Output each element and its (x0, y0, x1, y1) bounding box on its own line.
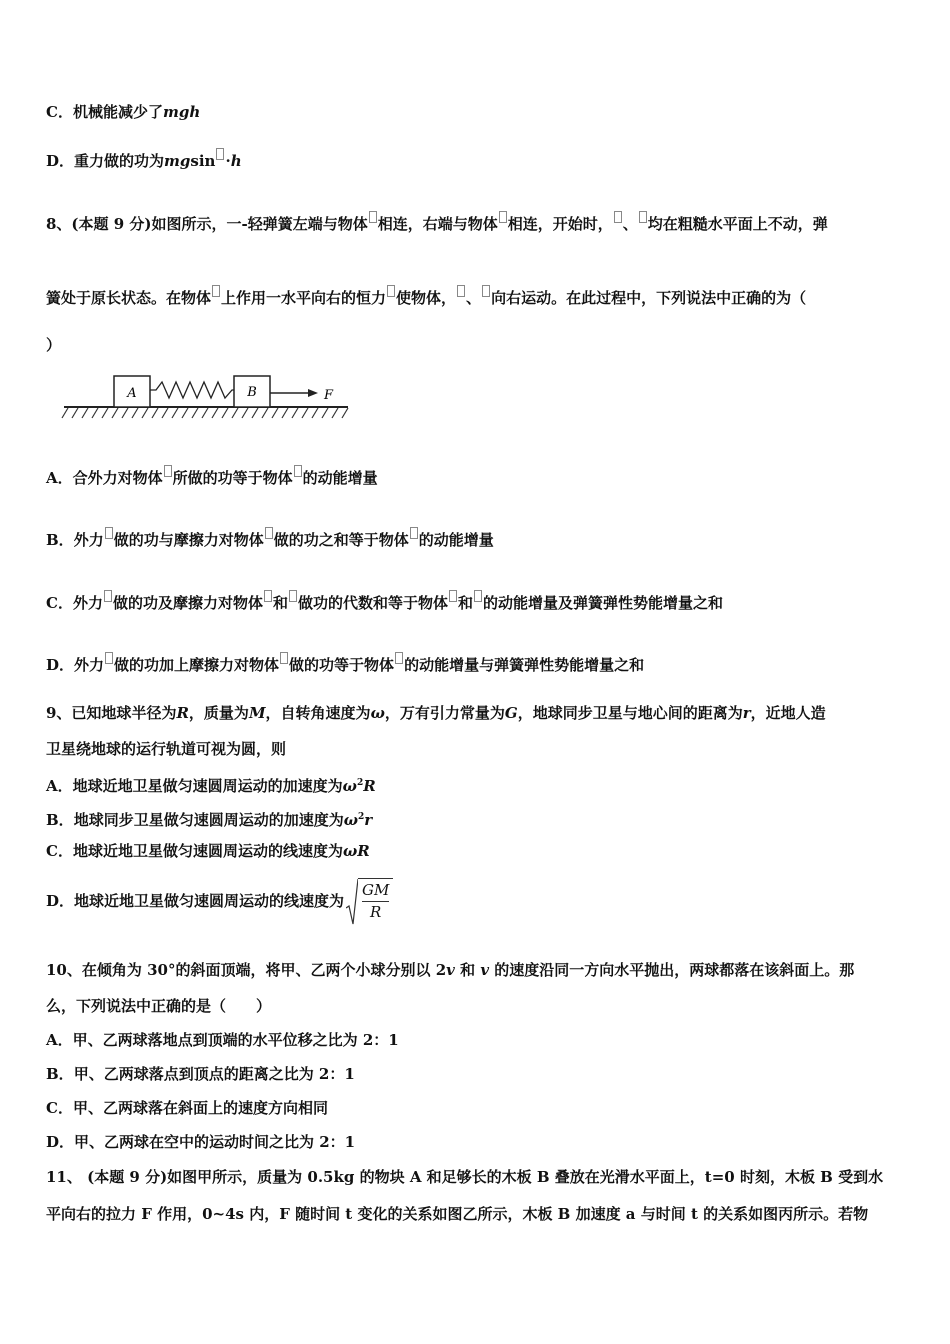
option-text: 地球近地卫星做匀速圆周运动的加速度为 (72, 777, 343, 795)
missing-glyph-icon (294, 465, 302, 477)
question-text: ，近地人造 (750, 704, 826, 722)
option-label: B． (46, 811, 74, 829)
q9-stem-line1 (46, 702, 826, 724)
missing-glyph-icon (449, 590, 457, 602)
missing-glyph-icon (369, 211, 377, 223)
question-text: 卫星绕地球的运行轨道可视为圆，则 (46, 740, 287, 758)
missing-glyph-icon (482, 285, 490, 297)
question-text: 、 (622, 215, 638, 233)
option-label: D． (46, 1133, 75, 1151)
option-text: 的动能增量 (302, 469, 378, 487)
q8-option-c (46, 590, 723, 614)
q7-option-d (46, 148, 242, 172)
fraction (358, 878, 393, 926)
q10-stem-line2 (46, 995, 271, 1017)
spring-blocks-figure (56, 368, 356, 430)
option-text: 外力 (73, 531, 104, 549)
question-text: 平向右的拉力 F 作用，0~4s 内，F 随时间 t 变化的关系如图乙所示，木板 B 加速度 a 与时间 t 的关系如图丙所示。若物 (46, 1205, 869, 1223)
option-label: A． (46, 1031, 73, 1049)
q8-stem-line3 (46, 334, 61, 356)
missing-glyph-icon (614, 211, 622, 223)
question-text: ） (46, 336, 62, 354)
q10-stem-line1 (46, 959, 854, 981)
formula: mg (164, 152, 191, 170)
option-text: 做的功及摩擦力对物体 (112, 594, 263, 612)
question-text: 的速度沿同一方向水平抛出，两球都落在该斜面上。那 (489, 961, 855, 979)
option-label: D． (46, 656, 75, 674)
option-text: 机械能减少了 (72, 103, 163, 121)
question-text: 8、(本题 9 分)如图所示，一-轻弹簧左端与物体 (46, 215, 368, 233)
sqrt-formula (346, 878, 393, 926)
formula: r (742, 704, 751, 722)
formula: h (230, 152, 242, 170)
spring (150, 382, 234, 398)
question-text: 9、已知地球半径为 (46, 704, 177, 722)
question-text: 使物体， (396, 289, 457, 307)
formula: ω (370, 704, 385, 722)
q10-option-d (46, 1131, 355, 1153)
option-text: 合外力对物体 (72, 469, 163, 487)
formula: 2 (356, 778, 364, 788)
question-text: 么，下列说法中正确的是（ ） (46, 997, 272, 1015)
q9-option-c (46, 840, 370, 862)
formula: v (480, 961, 490, 979)
formula: G (504, 704, 518, 722)
option-label: C． (46, 594, 73, 612)
q8-stem-line2 (46, 285, 806, 309)
question-text: 相连，开始时， (507, 215, 613, 233)
question-text: 均在粗糙水平面上不动，弹 (647, 215, 828, 233)
question-text: 10、在倾角为 30°的斜面顶端，将甲、乙两个小球分别以 2 (46, 961, 447, 979)
option-text: 地球近地卫星做匀速圆周运动的线速度为 (74, 892, 345, 910)
option-label: B． (46, 1065, 74, 1083)
fraction-numerator: GM (362, 879, 389, 902)
q11-stem-line2 (46, 1203, 868, 1225)
q10-option-a (46, 1029, 399, 1051)
formula: M (248, 704, 266, 722)
missing-glyph-icon (457, 285, 465, 297)
q8-option-a (46, 465, 378, 489)
radical-sign-icon (346, 878, 358, 926)
q10-option-b (46, 1063, 355, 1085)
question-text: 簧处于原长状态。在物体 (46, 289, 212, 307)
question-text: 11、 (本题 9 分)如图甲所示，质量为 0.5kg 的物块 A 和足够长的木板 B 叠放在光滑水平面上，t=0 时刻，木板 B 受到水 (46, 1168, 884, 1186)
question-text: 和 (454, 961, 481, 979)
q9-option-d (46, 876, 393, 926)
formula: sin (190, 152, 216, 170)
missing-glyph-icon (164, 465, 172, 477)
missing-glyph-icon (212, 285, 220, 297)
q9-option-a (46, 772, 376, 797)
missing-glyph-icon (499, 211, 507, 223)
formula: ωR (342, 842, 370, 860)
option-label: D． (46, 152, 75, 170)
missing-glyph-icon (639, 211, 647, 223)
q10-option-c (46, 1097, 328, 1119)
missing-glyph-icon (387, 285, 395, 297)
q8-stem-line1 (46, 211, 828, 235)
option-label: C． (46, 1099, 73, 1117)
formula: 2 (358, 812, 365, 822)
option-text: 甲、乙两球落点到顶点的距离之比为 2：1 (73, 1065, 355, 1083)
missing-glyph-icon (289, 590, 297, 602)
fraction-denominator: R (370, 903, 382, 921)
missing-glyph-icon (105, 527, 113, 539)
option-label: B． (46, 531, 74, 549)
option-text: 做功的代数和等于物体 (298, 594, 449, 612)
option-text: 做的功之和等于物体 (273, 531, 409, 549)
option-text: 和 (458, 594, 474, 612)
missing-glyph-icon (474, 590, 482, 602)
q9-stem-line2 (46, 738, 286, 760)
q11-stem-line1 (46, 1166, 883, 1188)
option-text: 和 (272, 594, 288, 612)
question-text: ，地球同步卫星与地心间的距离为 (517, 704, 743, 722)
formula: R (363, 777, 376, 795)
missing-glyph-icon (410, 527, 418, 539)
q7-option-c (46, 101, 200, 123)
option-label: C． (46, 103, 73, 121)
option-text: 的动能增量与弹簧弹性势能增量之和 (404, 656, 645, 674)
option-text: 的动能增量及弹簧弹性势能增量之和 (483, 594, 724, 612)
formula: v (446, 961, 455, 979)
missing-glyph-icon (280, 652, 288, 664)
option-text: 外力 (72, 594, 103, 612)
arrow-head-icon (308, 389, 318, 397)
option-text: 重力做的功为 (74, 152, 165, 170)
question-text: 向右运动。在此过程中，下列说法中正确的为（ (491, 289, 807, 307)
option-label: A． (46, 777, 73, 795)
question-text: 相连，右端与物体 (377, 215, 498, 233)
formula: r (364, 811, 373, 829)
question-text: ，质量为 (188, 704, 249, 722)
question-text: ，自转角速度为 (265, 704, 371, 722)
missing-glyph-icon (105, 652, 113, 664)
missing-glyph-icon (104, 590, 112, 602)
option-text: 地球同步卫星做匀速圆周运动的加速度为 (73, 811, 344, 829)
formula: · (225, 152, 231, 170)
question-text: 、 (466, 289, 482, 307)
missing-glyph-icon (216, 148, 224, 160)
option-label: A． (46, 469, 73, 487)
q9-option-b (46, 806, 372, 831)
option-text: 甲、乙两球落在斜面上的速度方向相同 (72, 1099, 328, 1117)
question-text: 上作用一水平向右的恒力 (221, 289, 387, 307)
force-label: F (324, 388, 334, 403)
block-a-label: A (127, 386, 137, 401)
missing-glyph-icon (265, 527, 273, 539)
q8-option-b (46, 527, 494, 551)
option-text: 外力 (74, 656, 105, 674)
formula: R (176, 704, 189, 722)
formula: mgh (162, 103, 201, 121)
option-text: 做的功加上摩擦力对物体 (114, 656, 280, 674)
formula: ω (342, 777, 357, 795)
formula: ω (343, 811, 358, 829)
option-text: 的动能增量 (418, 531, 494, 549)
block-b-label: B (247, 385, 257, 400)
q8-option-d (46, 652, 644, 676)
option-text: 甲、乙两球落地点到顶端的水平位移之比为 2：1 (72, 1031, 399, 1049)
question-text: ，万有引力常量为 (384, 704, 505, 722)
missing-glyph-icon (264, 590, 272, 602)
option-text: 做的功与摩擦力对物体 (113, 531, 264, 549)
option-label: C． (46, 842, 73, 860)
option-text: 地球近地卫星做匀速圆周运动的线速度为 (72, 842, 343, 860)
missing-glyph-icon (395, 652, 403, 664)
ground-hatch (62, 408, 348, 418)
option-text: 甲、乙两球在空中的运动时间之比为 2：1 (74, 1133, 356, 1151)
option-text: 所做的功等于物体 (172, 469, 293, 487)
option-label: D． (46, 892, 75, 910)
option-text: 做的功等于物体 (289, 656, 395, 674)
